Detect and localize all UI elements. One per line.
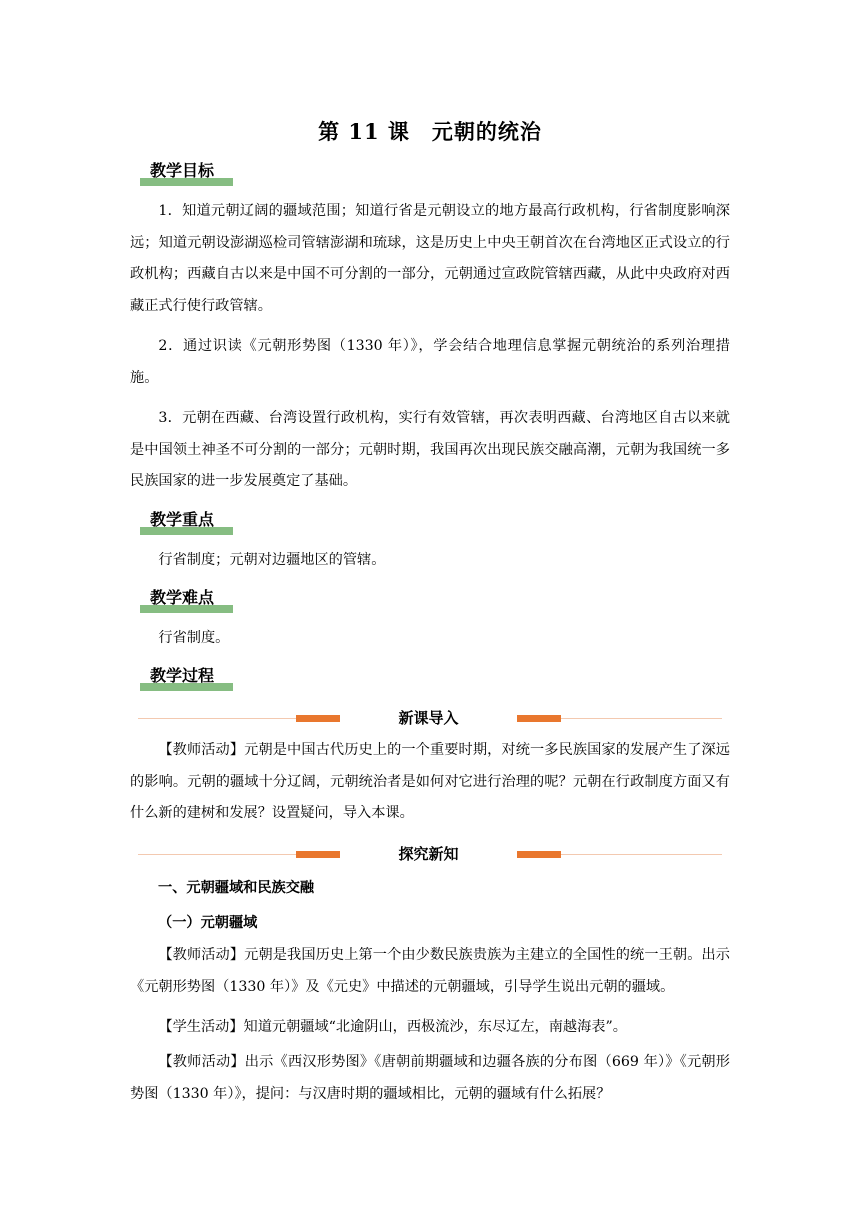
goal-item-2: 2．通过识读《元朝形势图（1330 年）》，学会结合地理信息掌握元朝统治的系列治理措施。 xyxy=(130,338,730,386)
subheading-territory: （一）元朝疆域 xyxy=(158,915,258,931)
goal-item-1: 1．知道元朝辽阔的疆域范围；知道行省是元朝设立的地方最高行政机构，行省制度影响深远；知道元朝设澎湖巡检司管辖澎湖和琉球，这是历史上中央王朝首次在台湾地区正式设立的行政机构；西藏自古以来是中国不可分割的一部分，元朝通过宣政院管辖西藏，从此中央政府对西藏正式行使行政管辖。 xyxy=(130,203,730,314)
heading-label: 教学过程 xyxy=(150,666,215,685)
divider-explore xyxy=(138,843,722,867)
divider-block xyxy=(517,715,561,722)
divider-label: 探究新知 xyxy=(398,845,459,863)
divider-line xyxy=(138,854,298,855)
explore-paragraph-2: 【学生活动】知道元朝疆域“北逾阴山，西极流沙，东尽辽左，南越海表”。 xyxy=(158,1019,627,1035)
divider-intro xyxy=(138,707,722,731)
key-points-text: 行省制度；元朝对边疆地区的管辖。 xyxy=(158,552,386,568)
section-heading-process xyxy=(140,665,233,691)
section-heading-goals xyxy=(140,160,233,186)
divider-label: 新课导入 xyxy=(398,709,459,727)
subheading-territory-ethnic: 一、元朝疆域和民族交融 xyxy=(158,880,315,896)
divider-line xyxy=(138,718,298,719)
divider-line xyxy=(561,718,722,719)
heading-label: 教学难点 xyxy=(150,588,215,607)
page-title: 第 11 课 元朝的统治 xyxy=(318,119,542,144)
heading-label: 教学重点 xyxy=(150,510,215,529)
goal-item-3: 3．元朝在西藏、台湾设置行政机构，实行有效管辖，再次表明西藏、台湾地区自古以来就是中国领土神圣不可分割的一部分；元朝时期，我国再次出现民族交融高潮，元朝为我国统一多民族国家的进一步发展奠定了基础。 xyxy=(130,410,730,489)
difficulties-text: 行省制度。 xyxy=(158,630,230,646)
heading-label: 教学目标 xyxy=(150,161,215,180)
divider-block xyxy=(296,715,340,722)
explore-paragraph-1: 【教师活动】元朝是我国历史上第一个由少数民族贵族为主建立的全国性的统一王朝。出示《元朝形势图（1330 年）》及《元史》中描述的元朝疆域，引导学生说出元朝的疆域。 xyxy=(130,947,730,995)
explore-paragraph-3: 【教师活动】出示《西汉形势图》《唐朝前期疆域和边疆各族的分布图（669 年）》《元朝形势图（1330 年）》，提问：与汉唐时期的疆域相比，元朝的疆域有什么拓展？ xyxy=(130,1054,730,1102)
intro-paragraph: 【教师活动】元朝是中国古代历史上的一个重要时期，对统一多民族国家的发展产生了深远的影响。元朝的疆域十分辽阔，元朝统治者是如何对它进行治理的呢？元朝在行政制度方面又有什么新的建树和发展？设置疑问，导入本课。 xyxy=(130,742,730,821)
section-heading-key-points xyxy=(140,509,233,535)
section-heading-difficulties xyxy=(140,587,233,613)
divider-block xyxy=(296,851,340,858)
divider-line xyxy=(561,854,722,855)
divider-block xyxy=(517,851,561,858)
